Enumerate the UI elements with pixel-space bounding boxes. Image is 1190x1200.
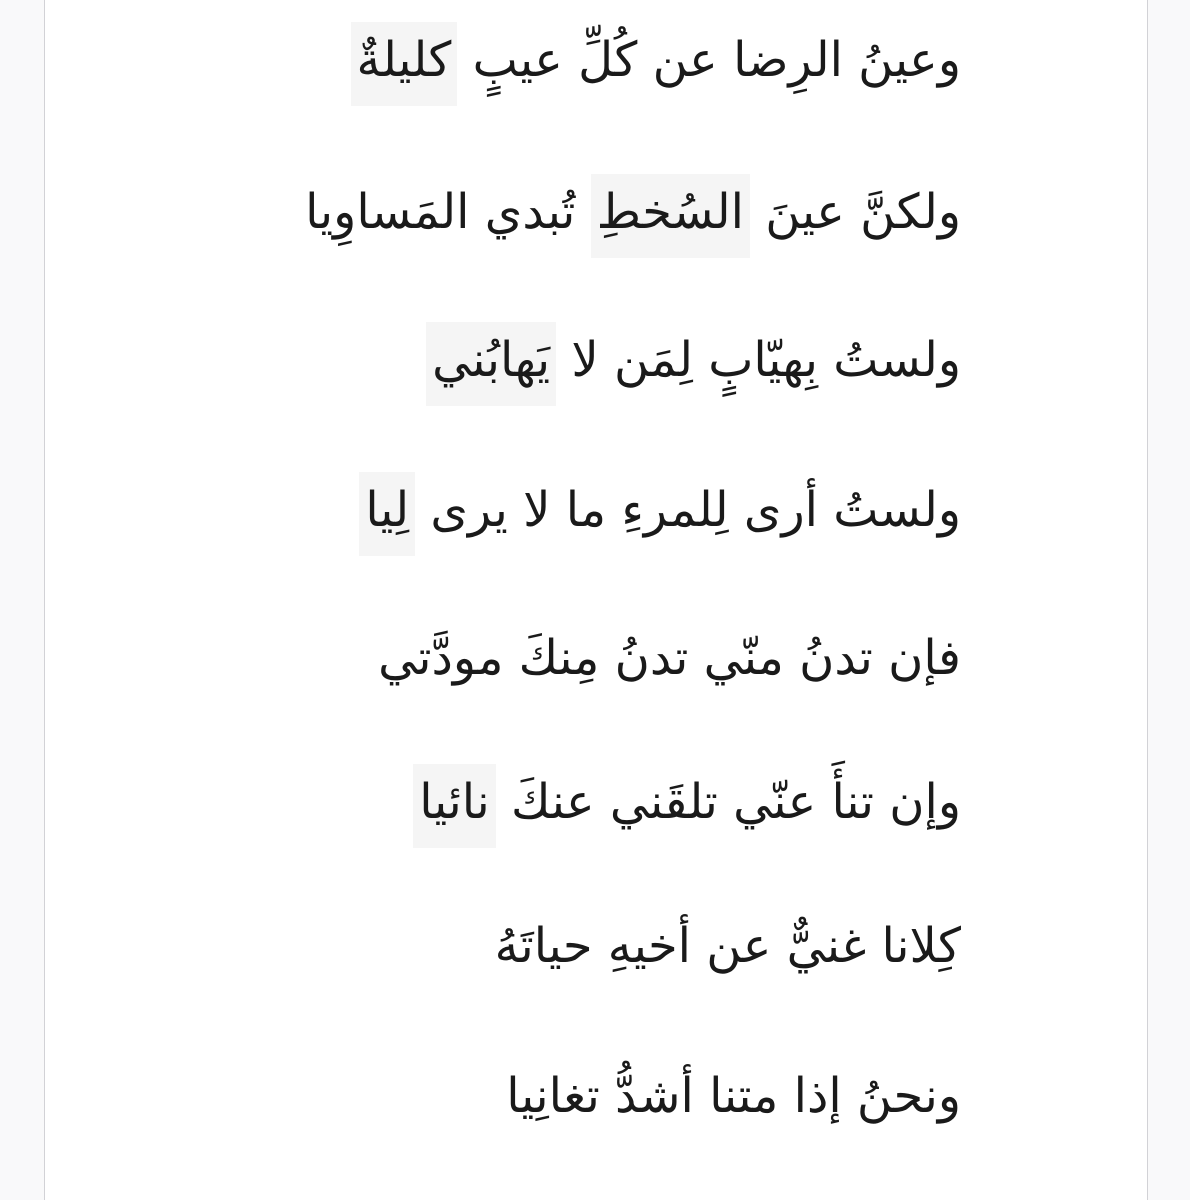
verse-6-text: وإن تنأَ عنّي تلقَني عنكَ bbox=[511, 774, 961, 830]
verse-2-lead: ولكنَّ عينَ bbox=[765, 184, 961, 240]
verse-3-text: ولستُ بِهيّابٍ لِمَن لا bbox=[571, 332, 961, 388]
verse-2-tail: تُبدي المَساوِيا bbox=[305, 184, 576, 240]
verse-4-highlighted-word: لِيا bbox=[359, 472, 415, 556]
poem-page bbox=[44, 0, 1148, 1200]
verse-1-text: وعينُ الرِضا عن كُلِّ عيبٍ bbox=[472, 32, 961, 88]
verse-5-text: فإن تدنُ منّي تدنُ مِنكَ مودَّتي bbox=[378, 630, 961, 686]
verse-3 bbox=[426, 332, 961, 388]
verse-6 bbox=[413, 774, 961, 830]
verse-4 bbox=[359, 482, 961, 538]
verse-7-text: كِلانا غنيٌّ عن أخيهِ حياتَهُ bbox=[494, 918, 961, 974]
verse-2 bbox=[305, 184, 961, 240]
verse-2-highlighted-word: السُخطِ bbox=[591, 174, 750, 258]
verse-1 bbox=[351, 32, 961, 88]
verse-4-text: ولستُ أرى لِلمرءِ ما لا يرى bbox=[430, 482, 961, 538]
verse-8-text: ونحنُ إذا متنا أشدُّ تغانِيا bbox=[506, 1068, 961, 1124]
verse-7 bbox=[494, 918, 961, 974]
verse-6-highlighted-word: نائيا bbox=[413, 764, 495, 848]
verse-3-highlighted-word: يَهابُني bbox=[426, 322, 556, 406]
verse-8 bbox=[506, 1068, 961, 1124]
verse-5 bbox=[378, 630, 961, 686]
verse-1-highlighted-word: كليلةٌ bbox=[351, 22, 458, 106]
